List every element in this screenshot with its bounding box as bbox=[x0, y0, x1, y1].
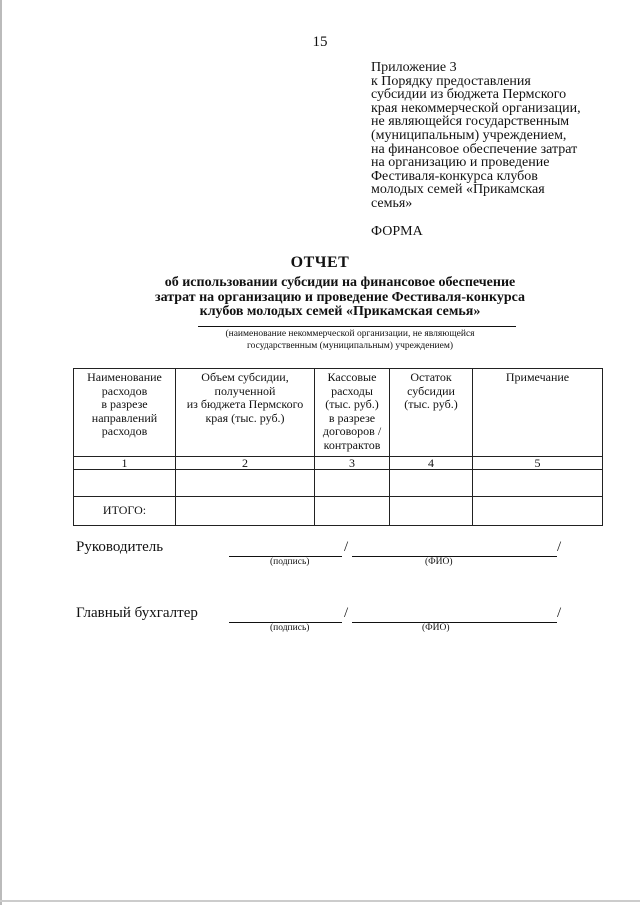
table-row bbox=[74, 470, 603, 497]
report-subtitle bbox=[110, 276, 570, 320]
appendix-line: не являющейся государственным bbox=[371, 114, 570, 130]
appendix-line: на организацию и проведение bbox=[371, 155, 550, 171]
head-label: Руководитель bbox=[76, 539, 164, 555]
accountant-slash-2: / bbox=[557, 605, 562, 621]
header-line: расходов bbox=[101, 424, 148, 438]
header-subsidy-remainder bbox=[390, 369, 473, 457]
header-line: договоров / bbox=[322, 424, 382, 438]
scan-left-edge bbox=[0, 0, 2, 905]
header-line: контрактов bbox=[323, 437, 381, 452]
header-line: Примечание bbox=[505, 370, 570, 384]
appendix-line: молодых семей «Прикамская bbox=[371, 182, 545, 198]
column-number: 1 bbox=[74, 457, 176, 470]
table-cell[interactable] bbox=[315, 497, 390, 526]
head-signature-hint: (подпись) bbox=[270, 557, 310, 567]
appendix-block bbox=[371, 61, 611, 211]
header-line: (тыс. руб.) bbox=[325, 397, 379, 411]
report-title: ОТЧЕТ bbox=[290, 254, 350, 271]
header-line: субсидии bbox=[407, 383, 455, 398]
appendix-line: субсидии из бюджета Пермского bbox=[371, 87, 567, 103]
column-number-row bbox=[74, 457, 603, 470]
accountant-name-line[interactable] bbox=[352, 622, 557, 623]
header-line: Остаток bbox=[410, 370, 452, 384]
head-name-line[interactable] bbox=[352, 556, 557, 557]
header-line: расходы bbox=[331, 383, 373, 398]
scan-bottom-edge bbox=[0, 900, 640, 902]
column-number: 3 bbox=[315, 457, 390, 470]
organization-name-line[interactable] bbox=[198, 326, 516, 327]
header-line: из бюджета Пермского bbox=[186, 397, 304, 411]
header-line: в разрезе bbox=[328, 410, 376, 425]
head-slash-2: / bbox=[557, 539, 562, 555]
table-cell[interactable] bbox=[390, 497, 473, 526]
header-line: Наименование bbox=[87, 370, 162, 384]
total-label: ИТОГО: bbox=[74, 497, 176, 526]
org-hint-line: (наименование некоммерческой организации, не являющейся bbox=[225, 329, 475, 339]
org-hint-line: государственным (муниципальным) учреждением) bbox=[246, 340, 454, 351]
report-table bbox=[73, 368, 603, 526]
header-line: направлений bbox=[91, 410, 158, 425]
accountant-label: Главный бухгалтер bbox=[76, 605, 198, 621]
appendix-line: края некоммерческой организации, bbox=[371, 100, 581, 116]
subtitle-line: затрат на организацию и проведение Фестиваля-конкурса bbox=[154, 289, 526, 305]
appendix-line: на финансовое обеспечение затрат bbox=[371, 141, 578, 157]
form-label: ФОРМА bbox=[371, 224, 423, 239]
header-note bbox=[473, 369, 603, 457]
column-number: 5 bbox=[473, 457, 603, 470]
appendix-line: Приложение 3 bbox=[371, 60, 457, 75]
table-cell[interactable] bbox=[390, 470, 473, 497]
table-cell[interactable] bbox=[74, 470, 176, 497]
accountant-name-hint: (ФИО) bbox=[422, 623, 450, 633]
appendix-line: (муниципальным) учреждением, bbox=[371, 127, 567, 143]
head-name-hint: (ФИО) bbox=[425, 557, 453, 567]
header-cash-expenses bbox=[315, 369, 390, 457]
table-header-row bbox=[74, 369, 603, 457]
accountant-signature-hint: (подпись) bbox=[270, 623, 310, 633]
header-line: полученной bbox=[214, 383, 276, 398]
header-line: (тыс. руб.) bbox=[404, 397, 458, 411]
table-cell[interactable] bbox=[315, 470, 390, 497]
head-slash-1: / bbox=[344, 539, 349, 555]
table-cell[interactable] bbox=[473, 470, 603, 497]
appendix-line: к Порядку предоставления bbox=[371, 73, 531, 89]
appendix-line: Фестиваля-конкурса клубов bbox=[371, 168, 538, 184]
organization-name-hint bbox=[160, 329, 540, 352]
column-number: 2 bbox=[176, 457, 315, 470]
header-line: в разрезе bbox=[101, 397, 148, 411]
table-cell[interactable] bbox=[176, 470, 315, 497]
subtitle-line: об использовании субсидии на финансовое обеспечение bbox=[164, 275, 516, 290]
header-line: расходов bbox=[101, 383, 148, 398]
table-cell[interactable] bbox=[176, 497, 315, 526]
appendix-line: семья» bbox=[371, 195, 413, 211]
header-subsidy-received bbox=[176, 369, 315, 457]
total-row bbox=[74, 497, 603, 526]
page-number: 15 bbox=[312, 34, 328, 50]
header-line: Кассовые bbox=[327, 370, 377, 384]
subtitle-line: клубов молодых семей «Прикамская семья» bbox=[199, 304, 481, 319]
table-cell[interactable] bbox=[473, 497, 603, 526]
header-line: Объем субсидии, bbox=[201, 370, 289, 384]
accountant-slash-1: / bbox=[344, 605, 349, 621]
column-number: 4 bbox=[390, 457, 473, 470]
header-line: края (тыс. руб.) bbox=[205, 410, 285, 425]
header-expense-name bbox=[74, 369, 176, 457]
